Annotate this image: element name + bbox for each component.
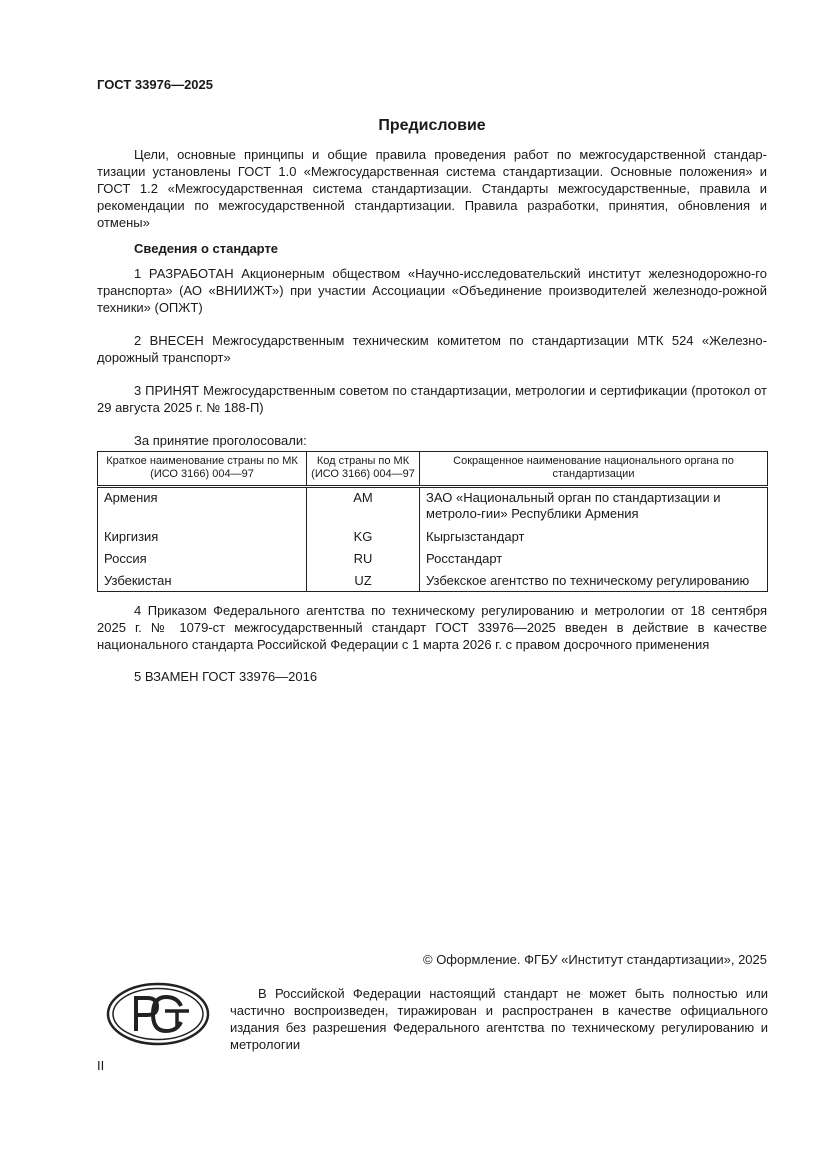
page-header-doc-id: ГОСТ 33976—2025 — [97, 77, 213, 92]
header-body: Сокращенное наименование национального органа по стандартизации — [420, 452, 768, 487]
cell-body: Росстандарт — [420, 547, 768, 569]
table-row — [98, 487, 768, 525]
rst-logo-icon — [105, 981, 211, 1047]
cell-country: Киргизия — [98, 524, 307, 547]
intro-paragraph: Цели, основные принципы и общие правила проведения работ по межгосударственной стандар-тизации установлены ГОСТ 1.0 «Межгосударственная система стандартизации. Основные положения» и ГОСТ 1.2 «Межгосударственная система стандартизации. Стандарты межгосударственные, правила и рекомендации по межгосударственной стандартизации. Правила разработки, принятия, обновления и отмены» — [97, 147, 767, 230]
table-row — [98, 547, 768, 569]
votes-table — [97, 451, 768, 592]
page-title: Предисловие — [378, 117, 486, 134]
table-row — [98, 524, 768, 547]
cell-body: Кыргызстандарт — [420, 524, 768, 547]
header-country: Краткое наименование страны по МК (ИСО 3166) 004—97 — [98, 452, 307, 487]
cell-code: AM — [307, 487, 420, 525]
item-order: 4 Приказом Федерального агентства по техническому регулированию и метрологии от 18 сентября 2025 г. № 1079-ст межгосударственный стандарт ГОСТ 33976—2025 введен в действие в качестве национального стандарта Российской Федерации с 1 марта 2026 г. с правом досрочного применения — [97, 603, 767, 652]
copyright-notice: В Российской Федерации настоящий стандарт не может быть полностью или частично воспроизведен, тиражирован и распространен в качестве официального издания без разрешения Федерального агентства по техническому регулированию и метрологии — [230, 986, 768, 1052]
info-heading: Сведения о стандарте — [134, 241, 279, 256]
voted-label: За принятие проголосовали: — [134, 433, 307, 448]
copyright-line: © Оформление. ФГБУ «Институт стандартизации», 2025 — [423, 952, 767, 967]
cell-body: Узбекское агентство по техническому регулированию — [420, 569, 768, 592]
item-introduced: 2 ВНЕСЕН Межгосударственным техническим комитетом по стандартизации МТК 524 «Железно-дорожный транспорт» — [97, 333, 767, 365]
cell-code: RU — [307, 547, 420, 569]
cell-country: Армения — [98, 487, 307, 525]
table-row — [98, 569, 768, 592]
table-header-row — [98, 452, 768, 487]
cell-country: Россия — [98, 547, 307, 569]
item-adopted: 3 ПРИНЯТ Межгосударственным советом по стандартизации, метрологии и сертификации (протокол от 29 августа 2025 г. № 188-П) — [97, 383, 767, 415]
page-number: II — [97, 1058, 105, 1073]
header-code: Код страны по МК (ИСО 3166) 004—97 — [307, 452, 420, 487]
cell-code: KG — [307, 524, 420, 547]
cell-body: ЗАО «Национальный орган по стандартизации и метроло-гии» Республики Армения — [420, 487, 768, 525]
item-developed: 1 РАЗРАБОТАН Акционерным обществом «Научно-исследовательский институт железнодорожно-го транспорта» (АО «ВНИИЖТ») при участии Ассоциации «Объединение производителей железнодо-рожной техники» (ОПЖТ) — [97, 266, 767, 315]
item-replaces: 5 ВЗАМЕН ГОСТ 33976—2016 — [134, 669, 318, 684]
cell-country: Узбекистан — [98, 569, 307, 592]
cell-code: UZ — [307, 569, 420, 592]
